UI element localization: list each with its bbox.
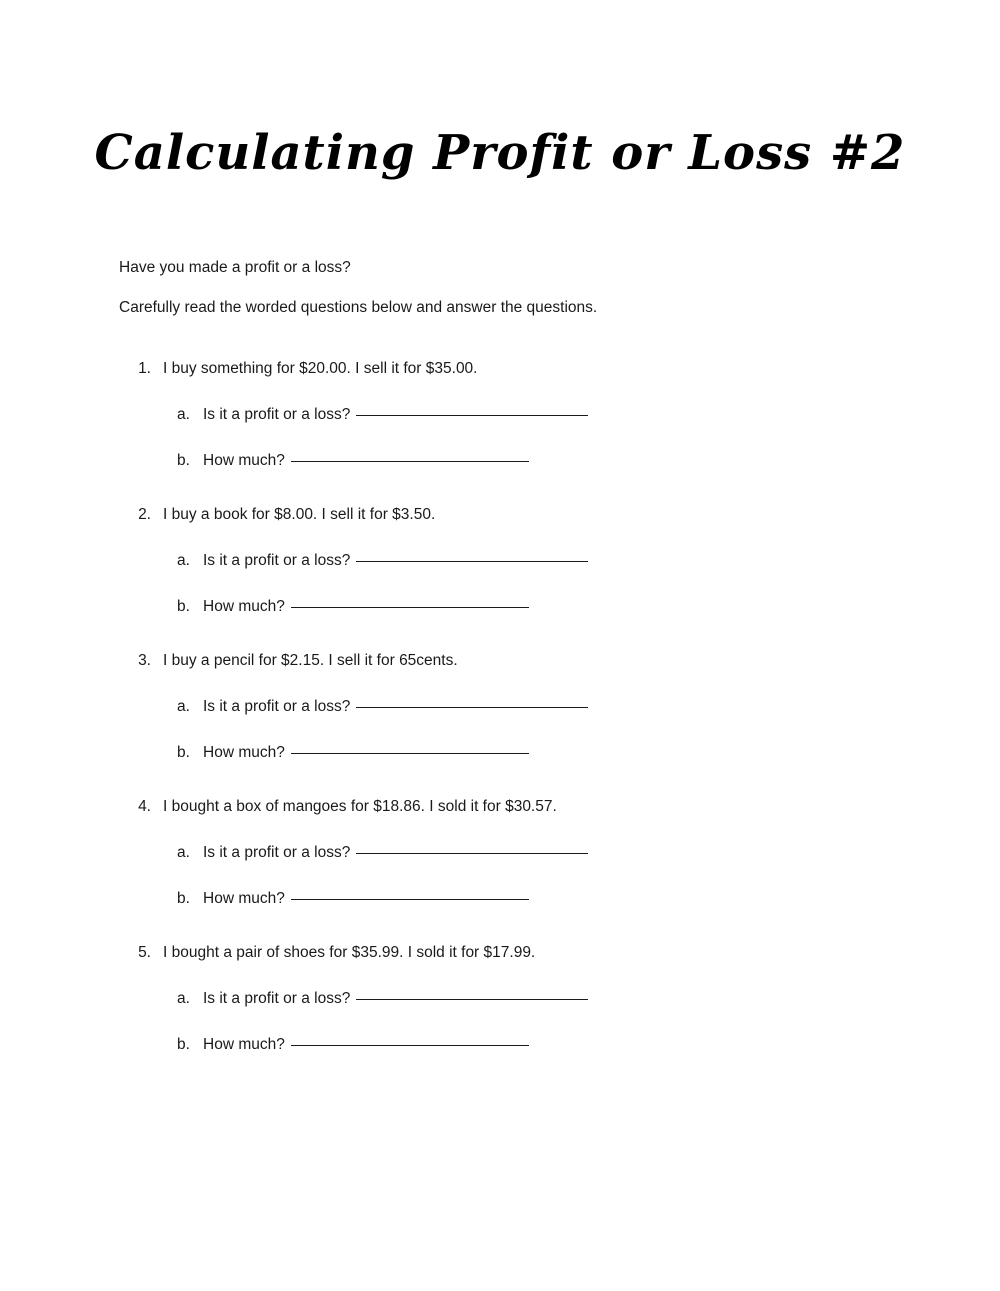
intro-line-1: Have you made a profit or a loss? (119, 259, 351, 276)
list-item (119, 506, 919, 644)
question-number: 4. (138, 798, 151, 815)
sub-text-a: Is it a profit or a loss? (203, 844, 351, 861)
answer-blank-a[interactable] (356, 415, 588, 416)
question-row (119, 944, 919, 990)
answer-blank-a[interactable] (356, 707, 588, 708)
sub-text-b: How much? (203, 1036, 285, 1053)
question-text: I buy a book for $8.00. I sell it for $3.50. (163, 506, 436, 523)
question-text: I bought a box of mangoes for $18.86. I sold it for $30.57. (163, 798, 557, 815)
sub-text-b: How much? (203, 452, 285, 469)
question-number: 3. (138, 652, 151, 669)
question-number: 1. (138, 360, 151, 377)
intro-line-2: Carefully read the worded questions below and answer the questions. (119, 299, 598, 316)
question-row (119, 652, 919, 698)
answer-blank-a[interactable] (356, 853, 588, 854)
question-text: I bought a pair of shoes for $35.99. I sold it for $17.99. (163, 944, 536, 961)
sub-text-b: How much? (203, 744, 285, 761)
sub-text-b: How much? (203, 890, 285, 907)
list-item (119, 360, 919, 498)
question-sub-b (119, 1036, 919, 1082)
answer-blank-a[interactable] (356, 999, 588, 1000)
answer-blank-b[interactable] (291, 461, 529, 462)
question-sub-b (119, 744, 919, 790)
list-item (119, 798, 919, 936)
question-sub-a (119, 552, 919, 598)
answer-blank-b[interactable] (291, 899, 529, 900)
sub-letter-b: b. (177, 452, 190, 469)
question-sub-a (119, 990, 919, 1036)
sub-text-a: Is it a profit or a loss? (203, 406, 351, 423)
sub-letter-a: a. (177, 698, 190, 715)
answer-blank-b[interactable] (291, 1045, 529, 1046)
question-sub-a (119, 844, 919, 890)
question-number: 2. (138, 506, 151, 523)
question-list (119, 360, 919, 1090)
sub-text-a: Is it a profit or a loss? (203, 698, 351, 715)
sub-letter-a: a. (177, 990, 190, 1007)
question-sub-b (119, 452, 919, 498)
question-text: I buy a pencil for $2.15. I sell it for 65cents. (163, 652, 458, 669)
sub-text-b: How much? (203, 598, 285, 615)
question-sub-a (119, 698, 919, 744)
sub-text-a: Is it a profit or a loss? (203, 990, 351, 1007)
sub-letter-b: b. (177, 744, 190, 761)
question-row (119, 798, 919, 844)
list-item (119, 652, 919, 790)
question-text: I buy something for $20.00. I sell it for $35.00. (163, 360, 478, 377)
answer-blank-a[interactable] (356, 561, 588, 562)
page-title: Calculating Profit or Loss #2 (94, 125, 906, 181)
question-row (119, 360, 919, 406)
question-number: 5. (138, 944, 151, 961)
question-sub-b (119, 598, 919, 644)
answer-blank-b[interactable] (291, 607, 529, 608)
question-row (119, 506, 919, 552)
sub-text-a: Is it a profit or a loss? (203, 552, 351, 569)
sub-letter-a: a. (177, 552, 190, 569)
sub-letter-b: b. (177, 890, 190, 907)
sub-letter-a: a. (177, 844, 190, 861)
answer-blank-b[interactable] (291, 753, 529, 754)
question-sub-a (119, 406, 919, 452)
list-item (119, 944, 919, 1082)
sub-letter-b: b. (177, 598, 190, 615)
sub-letter-a: a. (177, 406, 190, 423)
sub-letter-b: b. (177, 1036, 190, 1053)
question-sub-b (119, 890, 919, 936)
